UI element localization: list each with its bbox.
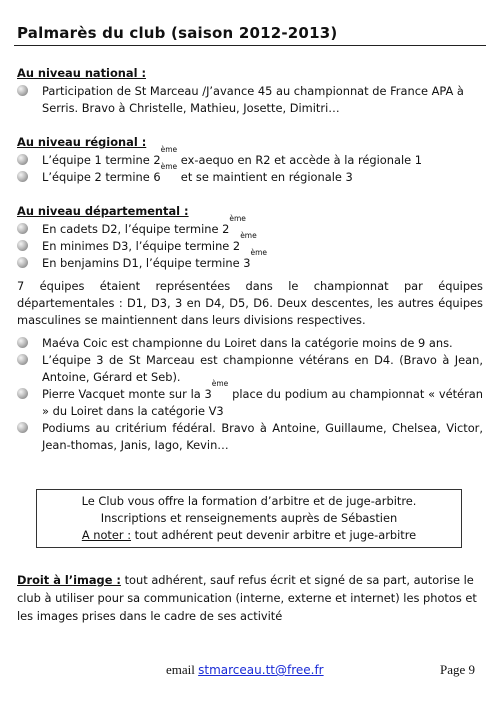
bullet-icon xyxy=(17,154,28,165)
item-text: et se maintient en régionale 3 xyxy=(177,170,353,184)
departemental-section xyxy=(17,203,483,454)
item-text: Maéva Coic est championne du Loiret dans la catégorie moins de 9 ans. xyxy=(42,336,453,350)
box-line xyxy=(37,527,461,544)
email-link[interactable]: stmarceau.tt@free.fr xyxy=(198,663,324,677)
bullet-icon xyxy=(17,171,28,182)
ordinal-suffix: ème xyxy=(160,162,178,171)
item-text: L’équipe 3 de St Marceau est championne vétérans en D4. (Bravo à Jean, Antoine, Gérard et Seb). xyxy=(42,353,483,384)
departemental-heading: Au niveau départemental : xyxy=(17,204,189,218)
item-text: En cadets D2, l’équipe termine 2 xyxy=(42,222,230,236)
item-text: L’équipe 2 termine 6 xyxy=(42,170,161,184)
ordinal-suffix: ème xyxy=(211,379,229,388)
bullet-icon xyxy=(17,257,28,268)
page-title: Palmarès du club (saison 2012-2013) xyxy=(17,24,338,42)
footer-email xyxy=(166,662,324,678)
image-rights-label: Droit à l’image : xyxy=(17,573,121,587)
regional-section xyxy=(17,134,483,186)
box-line: Inscriptions et renseignements auprès de Sébastien xyxy=(100,511,398,525)
item-text: Podiums au critérium fédéral. Bravo à Antoine, Guillaume, Chelsea, Victor, Jean-thomas, Janis, Iago, Kevin… xyxy=(42,421,483,452)
list-item xyxy=(17,248,483,272)
email-label: email xyxy=(166,662,195,677)
regional-heading: Au niveau régional : xyxy=(17,135,147,149)
list-item xyxy=(17,420,483,454)
bullet-icon xyxy=(17,240,28,251)
item-text: L’équipe 1 termine 2 xyxy=(42,153,161,167)
list-item xyxy=(17,83,483,117)
page-number: Page 9 xyxy=(440,662,476,677)
bullet-icon xyxy=(17,388,28,399)
title-divider xyxy=(14,45,486,46)
item-text: place du podium au championnat « vétéran » du Loiret dans la catégorie V3 xyxy=(42,387,483,418)
bullet-icon xyxy=(17,422,28,433)
box-line: Le Club vous offre la formation d’arbitre et de juge-arbitre. xyxy=(81,494,417,508)
list-item xyxy=(17,162,483,186)
image-rights-text: tout adhérent, sauf refus écrit et signé de sa part, autorise le club à utiliser pour sa communication (interne, externe et internet) les photos et les images prises dans le cadre de ses activité xyxy=(17,573,477,623)
national-section xyxy=(17,65,483,117)
list-item xyxy=(17,335,483,352)
national-item-text: Participation de St Marceau /J’avance 45 au championnat de France APA à Serris. Bravo à Christelle, Mathieu, Josette, Dimitri… xyxy=(42,84,464,115)
ordinal-suffix: ème xyxy=(160,145,178,154)
list-item xyxy=(17,145,483,169)
bullet-icon xyxy=(17,223,28,234)
list-item xyxy=(17,379,483,420)
ordinal-suffix: ème xyxy=(229,214,246,223)
bullet-icon xyxy=(17,337,28,348)
ordinal-suffix: ème xyxy=(240,231,257,240)
item-text: Pierre Vacquet monte sur la 3 xyxy=(42,387,212,401)
item-text: ex-aequo en R2 et accède à la régionale 1 xyxy=(177,153,423,167)
referee-training-box xyxy=(36,489,462,548)
list-item xyxy=(17,352,483,386)
ordinal-suffix: ème xyxy=(250,248,268,257)
note-text: tout adhérent peut devenir arbitre et juge-arbitre xyxy=(131,528,417,542)
item-text: En benjamins D1, l’équipe termine 3 xyxy=(42,256,251,270)
teams-paragraph: 7 équipes étaient représentées dans le championnat par équipes départementales : D1, D3, 3 en D4, D5, D6. Deux descentes, les autres équipes masculines se maintiennent dans leurs divisions respectives. xyxy=(17,279,483,327)
national-heading: Au niveau national : xyxy=(17,66,147,80)
list-item xyxy=(17,231,483,255)
item-text: En minimes D3, l’équipe termine 2 xyxy=(42,239,241,253)
image-rights-paragraph xyxy=(17,571,483,625)
bullet-icon xyxy=(17,354,28,365)
bullet-icon xyxy=(17,85,28,96)
note-label: A noter : xyxy=(81,528,132,542)
